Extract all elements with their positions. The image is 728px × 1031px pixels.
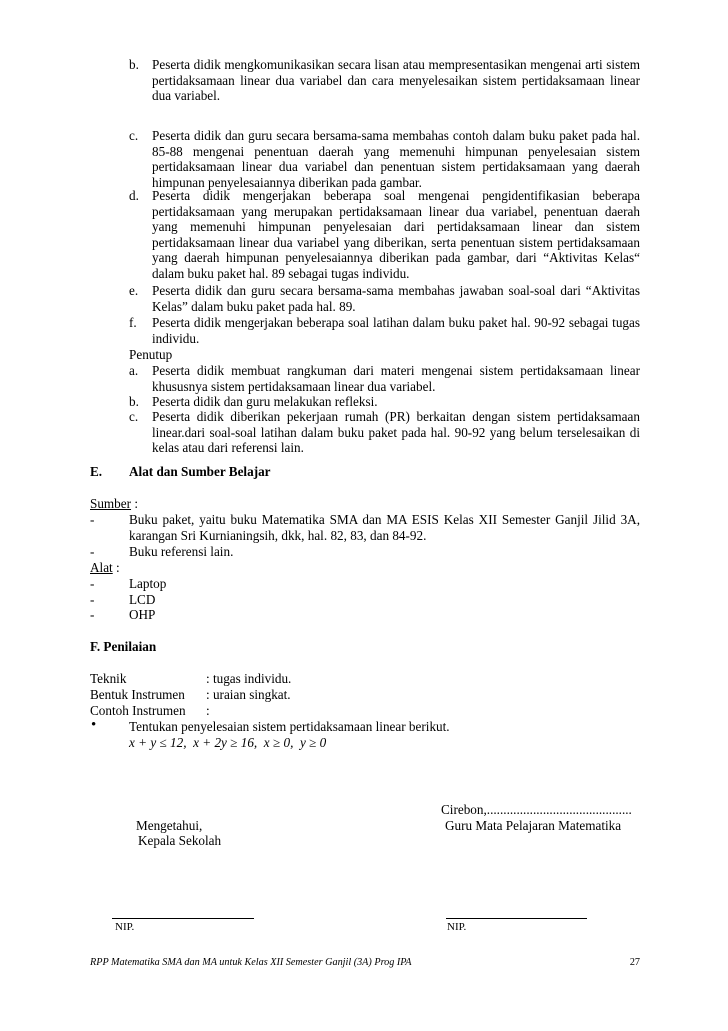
dash-marker: - xyxy=(90,592,95,607)
signature-line-right xyxy=(446,918,587,919)
instrumen-instruction: Tentukan penyelesaian sistem pertidaksamaan linear berikut. xyxy=(129,719,450,734)
signature-left-line1: Mengetahui, xyxy=(136,818,203,833)
alat-colon: : xyxy=(112,560,120,575)
list-item-label: a. xyxy=(129,363,139,378)
dash-marker: - xyxy=(90,544,95,559)
penutup-title: Penutup xyxy=(129,347,173,362)
place-date: Cirebon,............................................ xyxy=(441,802,632,817)
list-item-label: b. xyxy=(129,394,139,409)
footer-text: RPP Matematika SMA dan MA untuk Kelas XII Semester Ganjil (3A) Prog IPA xyxy=(90,957,412,968)
nip-left: NIP. xyxy=(115,921,135,933)
list-item-label: c. xyxy=(129,128,139,143)
bullet-icon: • xyxy=(91,717,97,733)
alat-item-lcd: LCD xyxy=(129,592,156,607)
sumber-item-1: Buku paket, yaitu buku Matematika SMA dan MA ESIS Kelas XII Semester Ganjil Jilid 3A, karangan Sri Kurnianingsih, dkk, hal. 82, 83, dan 84-92. xyxy=(129,512,640,543)
penilaian-row-label: Bentuk Instrumen xyxy=(90,687,185,702)
section-e-number: E. xyxy=(90,464,103,479)
list-item-text: Peserta didik mengerjakan beberapa soal mengenai pengidentifikasian beberapa pertidaksamaan yang merupakan pertidaksamaan linear dua variabel, penentuan daerah yang memenuhi himpunan penyelesaian dari pertidaksamaan linear dan sistem pertidaksamaan linear dua variabel yang diberikan, serta penentuan sistem pertidaksamaan yang daerah himpunan penyelesaiannya diberikan pada gambar, dari “Aktivitas Kelas“ dalam buku paket hal. 89 sebagai tugas individu. xyxy=(152,188,640,281)
penutup-item-a xyxy=(129,363,640,394)
penilaian-row-value: : tugas individu. xyxy=(206,671,292,686)
sumber-label: Sumber xyxy=(90,496,132,511)
sumber-heading xyxy=(90,496,138,512)
signature-left-line2: Kepala Sekolah xyxy=(138,833,222,848)
list-item-text: Peserta didik mengkomunikasikan secara lisan atau mempresentasikan mengenai arti sistem pertidaksamaan linear dua variabel dan cara menyelesaikan sistem pertidaksamaan linear dua variabel. xyxy=(152,57,640,104)
section-e-title: Alat dan Sumber Belajar xyxy=(129,464,271,479)
page-number: 27 xyxy=(629,957,640,968)
list-item-e xyxy=(129,283,640,314)
list-item-text: Peserta didik diberikan pekerjaan rumah (PR) berkaitan dengan sistem pertidaksamaan linear.dari soal-soal latihan dalam buku paket pada hal. 90-92 yang belum terselesaikan di kelas atau dari referensi lain. xyxy=(152,409,640,456)
list-item-f xyxy=(129,315,640,346)
alat-item-ohp: OHP xyxy=(129,607,156,622)
instrumen-math: x + y ≤ 12, x + 2y ≥ 16, x ≥ 0, y ≥ 0 xyxy=(129,735,327,750)
dash-marker: - xyxy=(90,576,95,591)
alat-label: Alat xyxy=(90,560,113,575)
section-f-title: F. Penilaian xyxy=(90,639,157,654)
list-item-label: f. xyxy=(129,315,137,330)
list-item-label: b. xyxy=(129,57,139,72)
list-item-label: c. xyxy=(129,409,139,424)
sumber-colon: : xyxy=(131,496,138,511)
alat-heading xyxy=(90,560,120,576)
signature-line-left xyxy=(112,918,254,919)
list-item-d xyxy=(129,188,640,282)
penilaian-row-label: Teknik xyxy=(90,671,127,686)
signature-right-title: Guru Mata Pelajaran Matematika xyxy=(445,818,622,833)
list-item-text: Peserta didik dan guru melakukan refleksi. xyxy=(152,394,378,409)
list-item-b xyxy=(129,57,640,104)
penutup-item-c xyxy=(129,409,640,456)
list-item-label: d. xyxy=(129,188,139,203)
penutup-item-b xyxy=(129,394,640,410)
sumber-item-2: Buku referensi lain. xyxy=(129,544,234,559)
list-item-label: e. xyxy=(129,283,139,298)
penilaian-row-value: : xyxy=(206,703,210,718)
list-item-text: Peserta didik dan guru secara bersama-sama membahas jawaban soal-soal dari “Aktivitas Kelas” dalam buku paket pada hal. 89. xyxy=(152,283,640,314)
list-item-text: Peserta didik dan guru secara bersama-sama membahas contoh dalam buku paket pada hal. 85-88 mengenai penentuan daerah yang memenuhi himpunan penyelesaian sistem pertidaksamaan linear dua variabel dan penentuan sistem pertidaksamaan yang daerah himpunan penyelesaiannya diberikan pada gambar. xyxy=(152,128,640,190)
penilaian-row-value: : uraian singkat. xyxy=(206,687,291,702)
nip-right: NIP. xyxy=(447,921,467,933)
dash-marker: - xyxy=(90,607,95,622)
alat-item-laptop: Laptop xyxy=(129,576,167,591)
list-item-c xyxy=(129,128,640,190)
list-item-text: Peserta didik mengerjakan beberapa soal latihan dalam buku paket hal. 90-92 sebagai tugas individu. xyxy=(152,315,640,346)
list-item-text: Peserta didik membuat rangkuman dari materi mengenai sistem pertidaksamaan linear khususnya sistem pertidaksamaan linear dua variabel. xyxy=(152,363,640,394)
penilaian-row-label: Contoh Instrumen xyxy=(90,703,186,718)
dash-marker: - xyxy=(90,512,95,527)
